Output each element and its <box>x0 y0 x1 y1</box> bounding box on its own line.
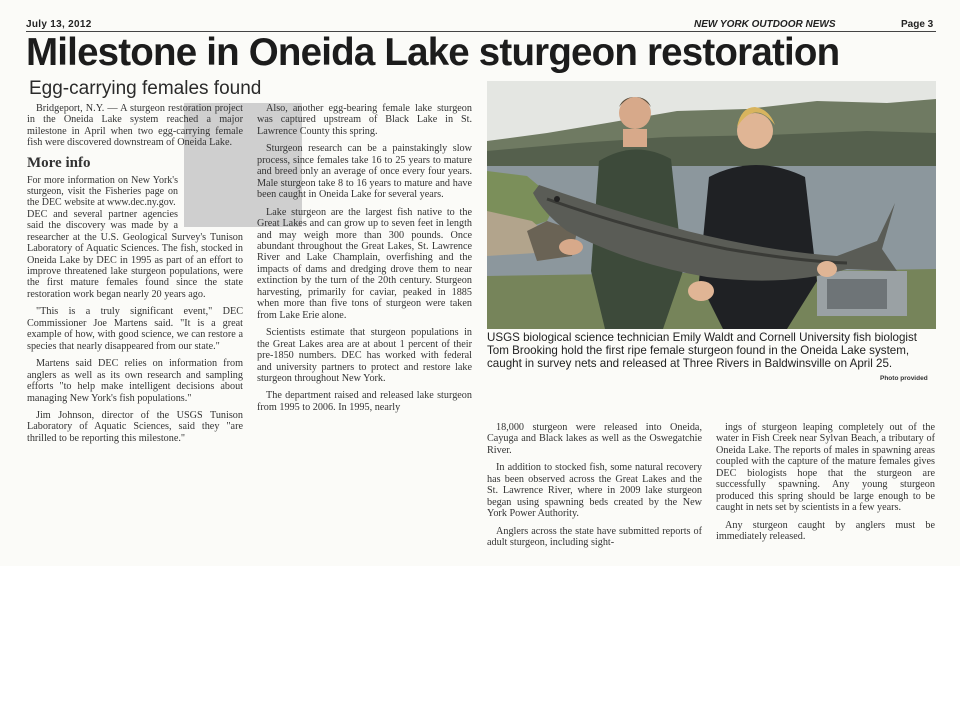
paragraph-text: DEC and several partner agencies said the discovery was made by a researcher at the U.S. Geological Survey's Tunison Laboratory of Aquatic Sciences. The fish, stocked in Oneida Lake by DEC in 1995 as part of an effort to improve threatened lake sturgeon populations, were the first mature females found since the state restoration work began nearly 20 years ago. <box>27 208 243 300</box>
photo-caption: USGS biological science technician Emily Waldt and Cornell University fish biologist Tom Brooking hold the first ripe female sturgeon found in the Oneida Lake system, caught in survey nets and released at Three Rivers in Baldwinsville on April 25. <box>487 331 918 370</box>
paragraph: Anglers across the state have submitted reports of adult sturgeon, including sight- <box>487 525 702 549</box>
paragraph: Also, another egg-bearing female lake sturgeon was captured upstream of Black Lake in St. Lawrence County this spring. <box>257 103 472 137</box>
paragraph: The department raised and released lake sturgeon from 1995 to 2006. In 1995, nearly <box>257 390 472 413</box>
paragraph: Martens said DEC relies on information from anglers as well as its own research and sampling efforts "to help make intelligent decisions about managing New York's fish populations." <box>27 358 243 404</box>
photo-credit: Photo provided <box>880 375 928 382</box>
article-column-4 <box>716 422 935 549</box>
page-number: Page 3 <box>901 19 934 30</box>
paragraph: 18,000 sturgeon were released into Oneida, Cayuga and Black lakes as well as the Oswegatchie River. <box>487 422 702 456</box>
more-info-title: More info <box>27 154 91 171</box>
headline: Milestone in Oneida Lake sturgeon restoration <box>26 31 840 74</box>
paragraph: Bridgeport, N.Y. — A sturgeon restoration project in the Oneida Lake system reached a major milestone in April when two egg-carrying female fish were discovered downstream of Oneida Lake. <box>27 103 243 149</box>
paragraph: Sturgeon research can be a painstakingly slow process, since females take 16 to 25 years to mature and breed only an average of once every four years. Male sturgeon take 8 to 16 years to mature and have been caught in Oneida Lake for several years. <box>257 143 472 201</box>
article-column-2 <box>257 103 472 419</box>
more-info-body: For more information on New York's sturgeon, visit the Fisheries page on the DEC website at www.dec.ny.gov. <box>27 174 178 209</box>
issue-date: July 13, 2012 <box>26 19 92 30</box>
publication-name: NEW YORK OUTDOOR NEWS <box>694 19 836 30</box>
article-column-1 <box>27 103 243 450</box>
article-column-3 <box>487 422 702 555</box>
paragraph: In addition to stocked fish, some natural recovery has been observed across the Great Lakes and the St. Lawrence River, where in 2009 lake sturgeon began using spawning beds created by the New York Power Authority. <box>487 462 702 520</box>
paragraph: Jim Johnson, director of the USGS Tunison Laboratory of Aquatic Sciences, said they "are thrilled to be reporting this milestone." <box>27 409 243 444</box>
paragraph: "This is a truly significant event," DEC Commissioner Joe Martens said. "It is a great example of how, with good science, we can restore a species that nearly disappeared from our state." <box>27 306 243 352</box>
sturgeon-photo <box>487 81 936 329</box>
paragraph: ings of sturgeon leaping completely out of the water in Fish Creek near Sylvan Beach, a tributary of Oneida Lake. The reports of males in spawning areas coupled with the capture of the mature females gives DEC biologists hope that the sturgeon are successfully spawning. Any young sturgeon produced this spring should be large enough to be caught in nets set by scientists in a few years. <box>716 422 935 514</box>
subheadline: Egg-carrying females found <box>29 78 262 99</box>
paragraph: Lake sturgeon are the largest fish native to the Great Lakes and can grow up to seven feet in length and may weigh more than 300 pounds. Once abundant throughout the Great Lakes, St. Lawrence River and Lake Champlain, overfishing and the impacts of dams and dredging drove them to near extinction by the turn of the 20th century. Sturgeon harvesting, primarily for caviar, peaked in 1885 when more than five tons of sturgeon were taken from Lake Erie alone. <box>257 206 472 321</box>
sturgeon-photo-image <box>487 81 936 329</box>
paragraph: Any sturgeon caught by anglers must be immediately released. <box>716 519 935 543</box>
paragraph: Scientists estimate that sturgeon populations in the Great Lakes area are at about 1 percent of their pre-1850 numbers. DEC has worked with federal and university partners to protect and restore lake sturgeon throughout New York. <box>257 327 472 384</box>
